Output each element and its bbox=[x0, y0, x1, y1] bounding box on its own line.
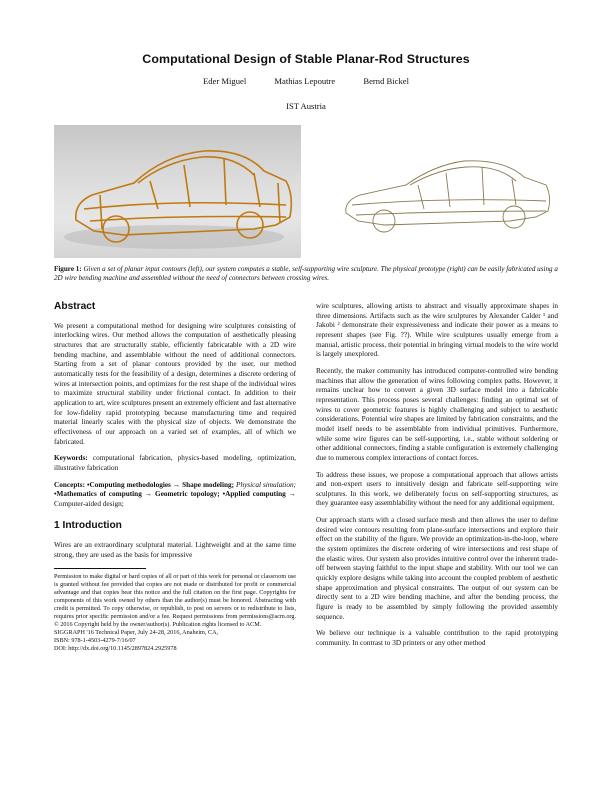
body-paragraph: To address these issues, we propose a computational approach that allows artists and non-expert users to intuitively design and fabricate self-supporting wire sculptures. In this work, we deliberately focus on self-supporting structures, as they guarantee easy assemblability without the need for any additional equipment. bbox=[316, 470, 558, 508]
right-column bbox=[316, 302, 558, 656]
footnote-rule bbox=[54, 568, 146, 569]
concept-item: Physical simulation; bbox=[236, 480, 296, 489]
introduction-heading: 1 Introduction bbox=[54, 520, 122, 532]
figure-caption bbox=[54, 265, 558, 284]
affiliation: IST Austria bbox=[286, 101, 326, 111]
abstract-heading: Abstract bbox=[54, 301, 96, 312]
footnote-line: DOI: http://dx.doi.org/10.1145/2897824.2925978 bbox=[54, 645, 177, 653]
body-paragraph: Recently, the maker community has introduced computer-controlled wire bending machines that allow the generation of wires following complex paths. However, it remains unclear how to convert a given 3D surface model into a fabricable representation. This process poses several challenges: finding an optimal set of wires to cover geometric features is highly challenging and subject to aesthetic considerations. Potential wire shapes are limited by fabrication constraints, and the model itself needs to be assemblable from individual primitives. Furthermore, while some wire figures can be self-supporting, i.e., stable without soldering or other additional connectors, finding a stable configuration is extremely challenging due to numerous complex interactions of contact forces. bbox=[316, 366, 558, 462]
figure-caption-text: Given a set of planar input contours (left), our system computes a stable, self-supporting wire sculpture. The physical prototype (right) can be easily fabricated using a 2D wire bending machine and assembled without the need of connectors between crossing wires. bbox=[54, 265, 558, 283]
teaser-figure bbox=[54, 125, 558, 258]
footnote-line: ISBN: 978-1-4503-4279-7/16/07 bbox=[54, 637, 136, 645]
footnote-line: SIGGRAPH '16 Technical Paper, July 24-28, 2016, Anaheim, CA, bbox=[54, 629, 219, 637]
author-name: Mathias Lepoutre bbox=[274, 76, 336, 86]
concept-item: •Applied computing bbox=[222, 490, 286, 499]
author-name: Eder Miguel bbox=[203, 76, 247, 86]
wire-car-illustration bbox=[54, 125, 558, 258]
paper-title: Computational Design of Stable Planar-Rod Structures bbox=[142, 52, 470, 66]
introduction-text: Wires are an extraordinary sculptural material. Lightweight and at the same time strong, they are used as the basis for impressive bbox=[54, 541, 296, 559]
keywords-label: Keywords: bbox=[54, 454, 88, 463]
ccs-concepts bbox=[54, 481, 296, 510]
copyright-footnote bbox=[54, 573, 296, 653]
author-name: Bernd Bickel bbox=[363, 76, 409, 86]
concepts-label: Concepts: bbox=[54, 480, 86, 489]
footnote-line: Permission to make digital or hard copies of all or part of this work for personal or classroom use is granted without fee provided that copies are not made or distributed for profit or commercial advantage and that copies bear this notice and the full citation on the first page. Copyrights for components of this work owned by others than the author(s) must be honored. Abstracting with credit is permitted. To copy otherwise, or republish, to post on servers or to redistribute to lists, requires prior specific permission and/or a fee. Request permissions from permissions@acm.org. © 2016 Copyright held by the owner/author(s). Publication rights licensed to ACM. bbox=[54, 573, 296, 629]
concept-item: •Mathematics of computing → Geometric topology; bbox=[54, 490, 220, 499]
figure-label: Figure 1: bbox=[54, 265, 82, 273]
body-paragraph: We believe our technique is a valuable contribution to the rapid prototyping community. In contrast to 3D printers or any other method bbox=[316, 629, 558, 647]
concept-item: •Computing methodologies → Shape modeling; bbox=[87, 480, 235, 489]
keywords bbox=[54, 454, 296, 473]
wire-car-photo bbox=[346, 161, 550, 232]
body-paragraph: wire sculptures, allowing artists to abstract and visually approximate shapes in three dimensions. Artifacts such as the wire sculptures by Alexander Calder ¹ and Jakobi ² demonstrate their expressiveness and indicate their power as a means to represent shapes (see Fig. ??). While wire sculptures usually emerge from a manual, artistic process, their potential in bringing virtual models to the wire world is largely unexplored. bbox=[316, 302, 558, 359]
author-list bbox=[0, 76, 612, 86]
abstract-text: We present a computational method for designing wire sculptures consisting of interlocking wires. Our method allows the computation of aesthetically pleasing structures that are structurally stable, efficiently fabricatable with a 2D wire bending machine, and assemblable without the need of additional connectors. Starting from a set of planar contours provided by the user, our method automatically tests for the feasibility of a design, determines a discrete ordering of wires at intersection points, and optimizes for the rest shape of the individual wires to maximize structural stability under frictional contact. In addition to their application to art, wire sculptures present an extremely efficient and fast alternative for low-fidelity rapid prototyping because manufacturing time and required material linearly scales with the physical size of objects. We demonstrate the effectiveness of our approach on a varied set of examples, all of which we fabricated. bbox=[54, 321, 296, 446]
concept-item: → Computer-aided design; bbox=[54, 490, 296, 508]
keywords-text: computational fabrication, physics-based modeling, optimization, illustrative fabrication bbox=[54, 454, 296, 472]
left-column bbox=[54, 302, 296, 653]
body-paragraph: Our approach starts with a closed surface mesh and then allows the user to define desired wire contours resulting from plane-surface intersections and explore their effect on the stability of the figure. We provide an optimization-in-the-loop, where the system optimizes the discrete ordering of wire intersections and rest shape of the elastic wires. Our system also provides intuitive control over the inherent trade-off between staying faithful to the input shape and stability. With our tool we can quickly explore designs while taking into account the coupled problem of aesthetic shape approximation and physical constraints. The output of our system can be directly sent to a 2D wire bending machine, and after the bending process, the figure is ready to be assembled by simply following the provided assembly sequence. bbox=[316, 516, 558, 621]
